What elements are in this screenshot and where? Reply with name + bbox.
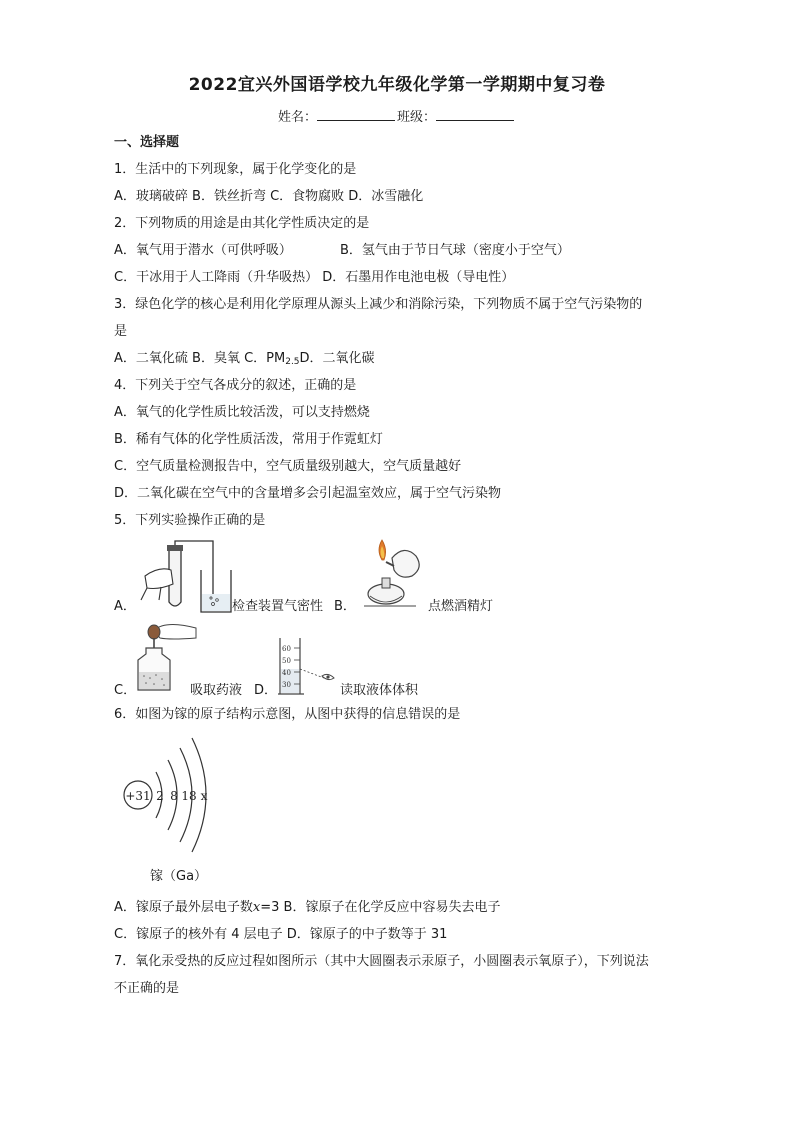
- q6-ab-variable: x: [252, 900, 261, 915]
- q4-option-b: B．稀有气体的化学性质活泼，常用于作霓虹灯: [114, 432, 383, 447]
- name-blank[interactable]: [317, 108, 395, 121]
- gallium-atom-diagram: [114, 736, 224, 856]
- gallium-caption: 镓（Ga）: [150, 869, 208, 884]
- q4-option-d: D．二氧化碳在空气中的含量增多会引起温室效应，属于空气污染物: [114, 486, 502, 501]
- q6-ab-pre: A．镓原子最外层电子数: [114, 900, 253, 915]
- cylinder-tick-30: 30: [282, 681, 291, 689]
- q3-options: [114, 350, 375, 371]
- q4-option-a: A．氧气的化学性质比较活泼，可以支持燃烧: [114, 405, 370, 420]
- shell-2-electrons: 8: [170, 789, 178, 803]
- q3-options-post: D．二氧化碳: [299, 351, 375, 366]
- q5-option-d-text: 读取液体体积: [340, 683, 419, 698]
- alcohol-lamp-figure: [360, 536, 426, 616]
- q2-option-b: B．氢气由于节日气球（密度小于空气）: [340, 243, 570, 258]
- q6-options-cd: C．镓原子的核外有 4 层电子 D．镓原子的中子数等于 31: [114, 927, 448, 942]
- dropper-figure: [136, 618, 198, 692]
- q1-stem: 1．生活中的下列现象，属于化学变化的是: [114, 162, 357, 177]
- student-info: [0, 106, 794, 125]
- class-label: 班级：: [397, 110, 437, 125]
- q2-stem: 2．下列物质的用途是由其化学性质决定的是: [114, 216, 370, 231]
- nucleus-charge: +31: [125, 789, 151, 803]
- q5-option-b-text: 点燃酒精灯: [428, 599, 494, 614]
- class-blank[interactable]: [436, 108, 514, 121]
- q5-option-d-letter: D．: [254, 683, 278, 698]
- q4-option-c: C．空气质量检测报告中，空气质量级别越大，空气质量越好: [114, 459, 462, 474]
- cylinder-tick-50: 50: [282, 657, 291, 665]
- shell-4-electrons: x: [200, 789, 208, 803]
- q6-stem: 6．如图为镓的原子结构示意图，从图中获得的信息错误的是: [114, 707, 461, 722]
- q1-options: A．玻璃破碎 B．铁丝折弯 C．食物腐败 D．冰雪融化: [114, 189, 424, 204]
- q5-option-c-text: 吸取药液: [190, 683, 243, 698]
- q6-ab-post: =3 B．镓原子在化学反应中容易失去电子: [260, 900, 501, 915]
- cylinder-tick-40: 40: [282, 669, 291, 677]
- q7-stem-line1: 7．氧化汞受热的反应过程如图所示（其中大圆圈表示汞原子，小圆圈表示氧原子），下列说法: [114, 954, 649, 969]
- q5-option-b-letter: B．: [334, 599, 356, 614]
- shell-1-electrons: 2: [156, 789, 164, 803]
- graduated-cylinder-figure: [278, 636, 340, 696]
- name-label: 姓名：: [277, 110, 317, 125]
- shell-3-electrons: 18: [181, 789, 197, 803]
- q6-options-ab: [114, 899, 500, 917]
- cylinder-tick-60: 60: [282, 645, 291, 653]
- q4-stem: 4．下列关于空气各成分的叙述，正确的是: [114, 378, 357, 393]
- q5-option-c-letter: C．: [114, 683, 137, 698]
- section-title: 一、选择题: [114, 135, 180, 150]
- page-title: 2022宜兴外国语学校九年级化学第一学期期中复习卷: [188, 75, 606, 95]
- q3-options-pre: A．二氧化硫 B．臭氧 C．PM: [114, 351, 286, 366]
- q2-options-cd: C．干冰用于人工降雨（升华吸热） D．石墨用作电池电极（导电性）: [114, 270, 515, 285]
- q7-stem-line2: 不正确的是: [114, 981, 180, 996]
- q5-option-a-text: 检查装置气密性: [232, 599, 324, 614]
- q5-option-a-letter: A．: [114, 599, 136, 614]
- q5-stem: 5．下列实验操作正确的是: [114, 513, 266, 528]
- q3-stem-line2: 是: [114, 324, 128, 339]
- q3-pm-subscript: 2.5: [285, 357, 300, 367]
- q2-option-a: A．氧气用于潜水（可供呼吸）: [114, 243, 292, 258]
- q3-stem-line1: 3．绿色化学的核心是利用化学原理从源头上减少和消除污染，下列物质不属于空气污染物的: [114, 297, 643, 312]
- airtightness-figure: [135, 540, 233, 616]
